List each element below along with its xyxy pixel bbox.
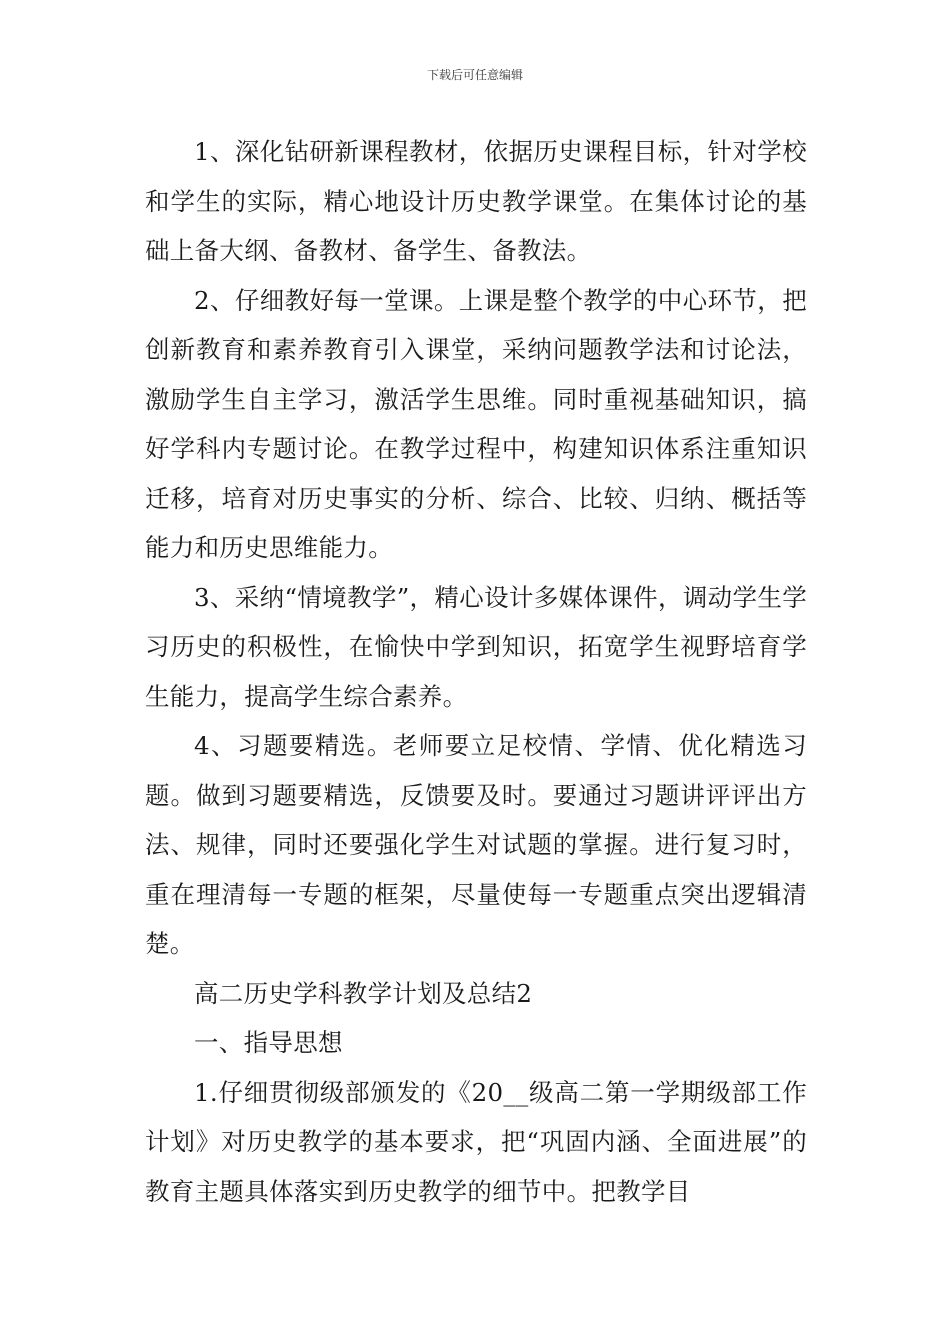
paragraph-3: 3、采纳“情境教学”，精心设计多媒体课件，调动学生学习历史的积极性，在愉快中学到知识，拓宽学生视野培育学生能力，提高学生综合素养。: [145, 582, 807, 711]
paragraph-5: 1.仔细贯彻级部颁发的《20__级高二第一学期级部工作计划》对历史教学的基本要求，把“巩固内涵、全面进展”的教育主题具体落实到历史教学的细节中。把教学目: [145, 1077, 807, 1206]
section-heading: 一、指导思想: [194, 1028, 343, 1057]
paragraph-1: 1、深化钻研新课程教材，依据历史课程目标，针对学校和学生的实际，精心地设计历史教学课堂。在集体讨论的基础上备大纲、备教材、备学生、备教法。: [145, 137, 807, 265]
paragraph-2: 2、仔细教好每一堂课。上课是整个教学的中心环节，把创新教育和素养教育引入课堂，采纳问题教学法和讨论法，激励学生自主学习，激活学生思维。同时重视基础知识，搞好学科内专题讨论。在教学过程中，构建知识体系注重知识迁移，培育对历史事实的分析、综合、比较、归纳、概括等能力和历史思维能力。: [145, 285, 807, 562]
paragraph-4: 4、习题要精选。老师要立足校情、学情、优化精选习题。做到习题要精选，反馈要及时。要通过习题讲评评出方法、规律，同时还要强化学生对试题的掌握。进行复习时，重在理清每一专题的框架，尽量使每一专题重点突出逻辑清楚。: [145, 731, 807, 958]
page-header: 下载后可任意编辑: [426, 68, 523, 82]
section-title: 高二历史学科教学计划及总结2: [194, 978, 533, 1008]
document-body: [145, 127, 807, 1216]
